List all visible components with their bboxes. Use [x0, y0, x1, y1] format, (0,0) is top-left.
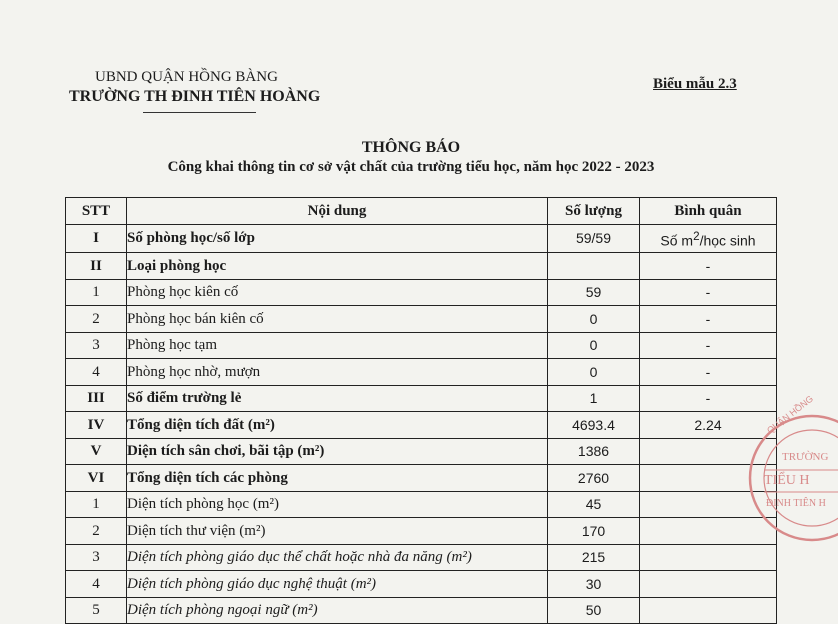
- row-stt: V: [66, 438, 127, 465]
- facility-table: [65, 197, 777, 624]
- table-row: [66, 332, 777, 359]
- row-quantity: 45: [548, 491, 640, 518]
- table-row: [66, 571, 777, 598]
- row-unit: (m²): [297, 443, 325, 460]
- row-stt: I: [66, 224, 127, 253]
- row-content-cell: [127, 571, 548, 598]
- row-quantity: 215: [548, 544, 640, 571]
- row-stt: II: [66, 253, 127, 280]
- row-content-cell: [127, 518, 548, 545]
- table-row: [66, 279, 777, 306]
- row-content: Tổng diện tích các phòng: [127, 469, 288, 486]
- row-average-cell: [640, 306, 777, 333]
- row-average-cell: [640, 359, 777, 386]
- table-row: [66, 385, 777, 412]
- row-content: Diện tích phòng học: [127, 496, 250, 513]
- row-average-cell: [640, 385, 777, 412]
- row-average-cell: [640, 597, 777, 624]
- row-average-cell: [640, 544, 777, 571]
- row-stt: 3: [66, 332, 127, 359]
- row-average-cell: [640, 412, 777, 439]
- row-quantity: 170: [548, 518, 640, 545]
- seal-text-line2: TRƯỜNG: [782, 451, 829, 463]
- table-row: [66, 224, 777, 253]
- row-unit: (m²): [239, 522, 266, 539]
- row-quantity: 59: [548, 279, 640, 306]
- row-quantity: 1386: [548, 438, 640, 465]
- row-average-cell: [640, 438, 777, 465]
- table-row: [66, 438, 777, 465]
- row-quantity: 0: [548, 306, 640, 333]
- form-number: Biểu mẫu 2.3: [653, 76, 737, 92]
- row-unit: (m²): [350, 575, 377, 592]
- agency-name: UBND QUẬN HỒNG BÀNG: [95, 69, 278, 85]
- row-content: Số điểm trường lẻ: [127, 390, 242, 407]
- table-row: [66, 253, 777, 280]
- row-content-cell: [127, 491, 548, 518]
- row-content-cell: [127, 412, 548, 439]
- row-average-cell: [640, 491, 777, 518]
- row-average: -: [705, 284, 711, 301]
- row-content: Diện tích phòng giáo dục thể chất hoặc nhà đa năng: [127, 549, 443, 566]
- row-average-cell: [640, 253, 777, 280]
- row-stt: 1: [66, 279, 127, 306]
- row-average-cell: [640, 518, 777, 545]
- row-stt: 2: [66, 306, 127, 333]
- school-name: TRƯỜNG TH ĐINH TIÊN HOÀNG: [69, 88, 321, 105]
- row-average: -: [705, 337, 711, 354]
- row-average-suffix: /học sinh: [699, 232, 756, 249]
- table-row: [66, 306, 777, 333]
- row-average-cell: [640, 279, 777, 306]
- table-row: [66, 465, 777, 492]
- seal-text-line3: TIỂU H: [764, 473, 810, 488]
- notice-title: THÔNG BÁO: [361, 139, 461, 156]
- table-row: [66, 491, 777, 518]
- table-header-row: [66, 198, 777, 225]
- row-unit: (m²): [446, 549, 472, 566]
- row-content: Diện tích phòng ngoại ngữ: [127, 602, 289, 619]
- row-content-cell: [127, 385, 548, 412]
- row-unit: (m²): [247, 416, 275, 433]
- row-average-cell: [640, 465, 777, 492]
- row-average-cell: [640, 571, 777, 598]
- row-quantity: [548, 253, 640, 280]
- row-content-cell: [127, 306, 548, 333]
- row-content-cell: [127, 279, 548, 306]
- row-quantity: 1: [548, 385, 640, 412]
- row-content-cell: [127, 544, 548, 571]
- table-row: [66, 412, 777, 439]
- row-unit: (m²): [292, 602, 318, 619]
- row-average: -: [705, 310, 711, 327]
- row-average: Số m: [660, 232, 694, 249]
- header-stt: STT: [66, 198, 127, 225]
- header-quantity: Số lượng: [548, 198, 640, 225]
- row-content-cell: [127, 253, 548, 280]
- row-content: Diện tích thư viện: [127, 522, 236, 539]
- row-content-cell: [127, 465, 548, 492]
- row-content-cell: [127, 597, 548, 624]
- header-underline: [143, 112, 256, 113]
- row-average-sup: 2: [693, 229, 700, 243]
- row-content-cell: [127, 224, 548, 253]
- row-quantity: 0: [548, 359, 640, 386]
- row-quantity: 59/59: [548, 224, 640, 253]
- row-content-cell: [127, 438, 548, 465]
- row-average: 2.24: [694, 416, 722, 433]
- table-row: [66, 544, 777, 571]
- row-stt: 5: [66, 597, 127, 624]
- row-stt: III: [66, 385, 127, 412]
- row-content: Tổng diện tích đất: [127, 416, 245, 433]
- row-average: -: [705, 363, 711, 380]
- table-row: [66, 359, 777, 386]
- row-stt: 4: [66, 571, 127, 598]
- row-content: Phòng học nhờ, mượn: [127, 363, 261, 380]
- row-content-cell: [127, 359, 548, 386]
- row-content: Phòng học bán kiên cố: [127, 310, 264, 327]
- row-stt: 3: [66, 544, 127, 571]
- seal-text-arc: QUẬN HỒNG: [765, 393, 815, 436]
- row-quantity: 50: [548, 597, 640, 624]
- header-average: Bình quân: [640, 198, 777, 225]
- row-stt: 2: [66, 518, 127, 545]
- row-content-cell: [127, 332, 548, 359]
- row-content: Loại phòng học: [127, 257, 227, 274]
- row-stt: 1: [66, 491, 127, 518]
- row-quantity: 2760: [548, 465, 640, 492]
- row-stt: IV: [66, 412, 127, 439]
- row-quantity: 0: [548, 332, 640, 359]
- table-row: [66, 518, 777, 545]
- row-content: Diện tích sân chơi, bãi tập: [127, 443, 294, 460]
- row-average-cell: [640, 224, 777, 253]
- row-quantity: 4693.4: [548, 412, 640, 439]
- notice-subtitle: Công khai thông tin cơ sở vật chất của trường tiểu học, năm học 2022 - 2023: [167, 159, 655, 175]
- row-content: Phòng học tạm: [127, 337, 217, 354]
- row-content: Diện tích phòng giáo dục nghệ thuật: [127, 575, 347, 592]
- table-row: [66, 597, 777, 624]
- row-unit: (m²): [252, 496, 279, 513]
- row-content: Phòng học kiên cố: [127, 284, 239, 301]
- row-average-cell: [640, 332, 777, 359]
- row-content: Số phòng học/số lớp: [127, 230, 255, 247]
- header-content: Nội dung: [127, 198, 548, 225]
- row-average: -: [705, 390, 711, 407]
- row-quantity: 30: [548, 571, 640, 598]
- row-stt: 4: [66, 359, 127, 386]
- row-stt: VI: [66, 465, 127, 492]
- seal-text-line4: ĐINH TIÊN H: [766, 498, 826, 509]
- row-average: -: [705, 257, 711, 274]
